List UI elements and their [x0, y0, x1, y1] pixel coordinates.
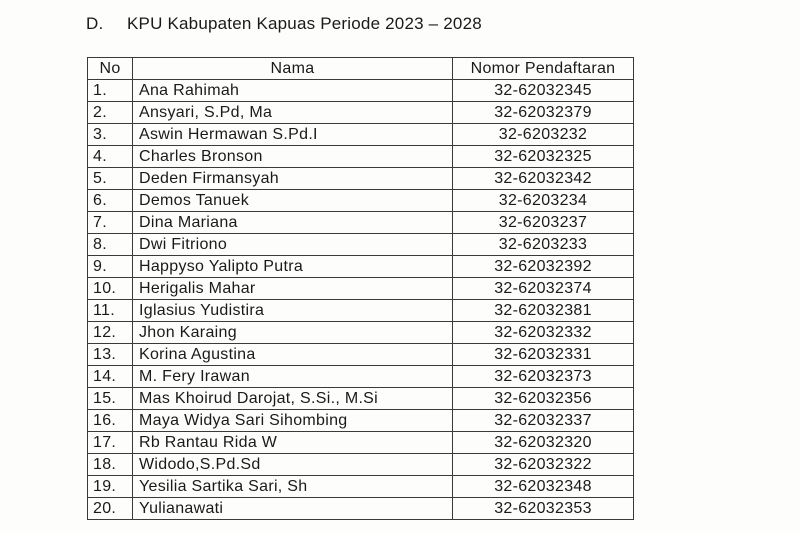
row-number: 18.: [88, 454, 133, 476]
table-row: [88, 300, 634, 322]
row-registration-number: 32-6203233: [453, 234, 634, 256]
row-registration-number: 32-62032342: [453, 168, 634, 190]
table-header-row: [88, 58, 634, 80]
table-row: [88, 410, 634, 432]
table-row: [88, 498, 634, 520]
table-row: [88, 80, 634, 102]
table-row: [88, 278, 634, 300]
row-registration-number: 32-62032348: [453, 476, 634, 498]
section-title: KPU Kabupaten Kapuas Periode 2023 – 2028: [127, 14, 482, 33]
table-row: [88, 344, 634, 366]
row-registration-number: 32-62032381: [453, 300, 634, 322]
row-registration-number: 32-6203237: [453, 212, 634, 234]
row-name: Dwi Fitriono: [133, 234, 453, 256]
row-registration-number: 32-62032392: [453, 256, 634, 278]
row-registration-number: 32-62032356: [453, 388, 634, 410]
table-row: [88, 212, 634, 234]
row-name: Demos Tanuek: [133, 190, 453, 212]
row-registration-number: 32-62032353: [453, 498, 634, 520]
member-table: [87, 57, 634, 520]
row-name: Herigalis Mahar: [133, 278, 453, 300]
table-row: [88, 168, 634, 190]
header-name: Nama: [133, 58, 453, 80]
row-registration-number: 32-62032373: [453, 366, 634, 388]
table-body: [88, 80, 634, 520]
row-number: 11.: [88, 300, 133, 322]
row-name: Iglasius Yudistira: [133, 300, 453, 322]
row-number: 15.: [88, 388, 133, 410]
header-no: No: [88, 58, 133, 80]
row-number: 1.: [88, 80, 133, 102]
row-number: 10.: [88, 278, 133, 300]
row-name: Ansyari, S.Pd, Ma: [133, 102, 453, 124]
row-registration-number: 32-62032379: [453, 102, 634, 124]
table-row: [88, 454, 634, 476]
row-number: 2.: [88, 102, 133, 124]
row-registration-number: 32-62032320: [453, 432, 634, 454]
row-number: 7.: [88, 212, 133, 234]
row-number: 12.: [88, 322, 133, 344]
header-registration-number: Nomor Pendaftaran: [453, 58, 634, 80]
table-row: [88, 102, 634, 124]
row-number: 6.: [88, 190, 133, 212]
table-row: [88, 388, 634, 410]
row-number: 9.: [88, 256, 133, 278]
row-name: Charles Bronson: [133, 146, 453, 168]
row-name: Happyso Yalipto Putra: [133, 256, 453, 278]
row-name: Ana Rahimah: [133, 80, 453, 102]
row-number: 16.: [88, 410, 133, 432]
row-number: 19.: [88, 476, 133, 498]
table-row: [88, 322, 634, 344]
row-name: Aswin Hermawan S.Pd.I: [133, 124, 453, 146]
row-name: Jhon Karaing: [133, 322, 453, 344]
row-registration-number: 32-62032345: [453, 80, 634, 102]
row-name: Dina Mariana: [133, 212, 453, 234]
row-registration-number: 32-62032337: [453, 410, 634, 432]
row-number: 5.: [88, 168, 133, 190]
section-letter: D.: [86, 14, 104, 33]
row-name: Widodo,S.Pd.Sd: [133, 454, 453, 476]
row-name: Maya Widya Sari Sihombing: [133, 410, 453, 432]
row-name: Rb Rantau Rida W: [133, 432, 453, 454]
row-registration-number: 32-62032374: [453, 278, 634, 300]
row-name: M. Fery Irawan: [133, 366, 453, 388]
row-name: Yulianawati: [133, 498, 453, 520]
table-row: [88, 190, 634, 212]
row-registration-number: 32-62032322: [453, 454, 634, 476]
row-registration-number: 32-6203234: [453, 190, 634, 212]
section-heading: [86, 14, 482, 34]
row-number: 3.: [88, 124, 133, 146]
row-number: 20.: [88, 498, 133, 520]
table-row: [88, 124, 634, 146]
row-number: 14.: [88, 366, 133, 388]
row-number: 17.: [88, 432, 133, 454]
row-name: Yesilia Sartika Sari, Sh: [133, 476, 453, 498]
table-row: [88, 432, 634, 454]
row-number: 13.: [88, 344, 133, 366]
table-row: [88, 476, 634, 498]
row-number: 4.: [88, 146, 133, 168]
row-registration-number: 32-62032325: [453, 146, 634, 168]
table-row: [88, 146, 634, 168]
table-row: [88, 234, 634, 256]
row-registration-number: 32-6203232: [453, 124, 634, 146]
row-registration-number: 32-62032332: [453, 322, 634, 344]
row-name: Korina Agustina: [133, 344, 453, 366]
row-name: Deden Firmansyah: [133, 168, 453, 190]
row-registration-number: 32-62032331: [453, 344, 634, 366]
table-row: [88, 366, 634, 388]
row-number: 8.: [88, 234, 133, 256]
row-name: Mas Khoirud Darojat, S.Si., M.Si: [133, 388, 453, 410]
table-row: [88, 256, 634, 278]
